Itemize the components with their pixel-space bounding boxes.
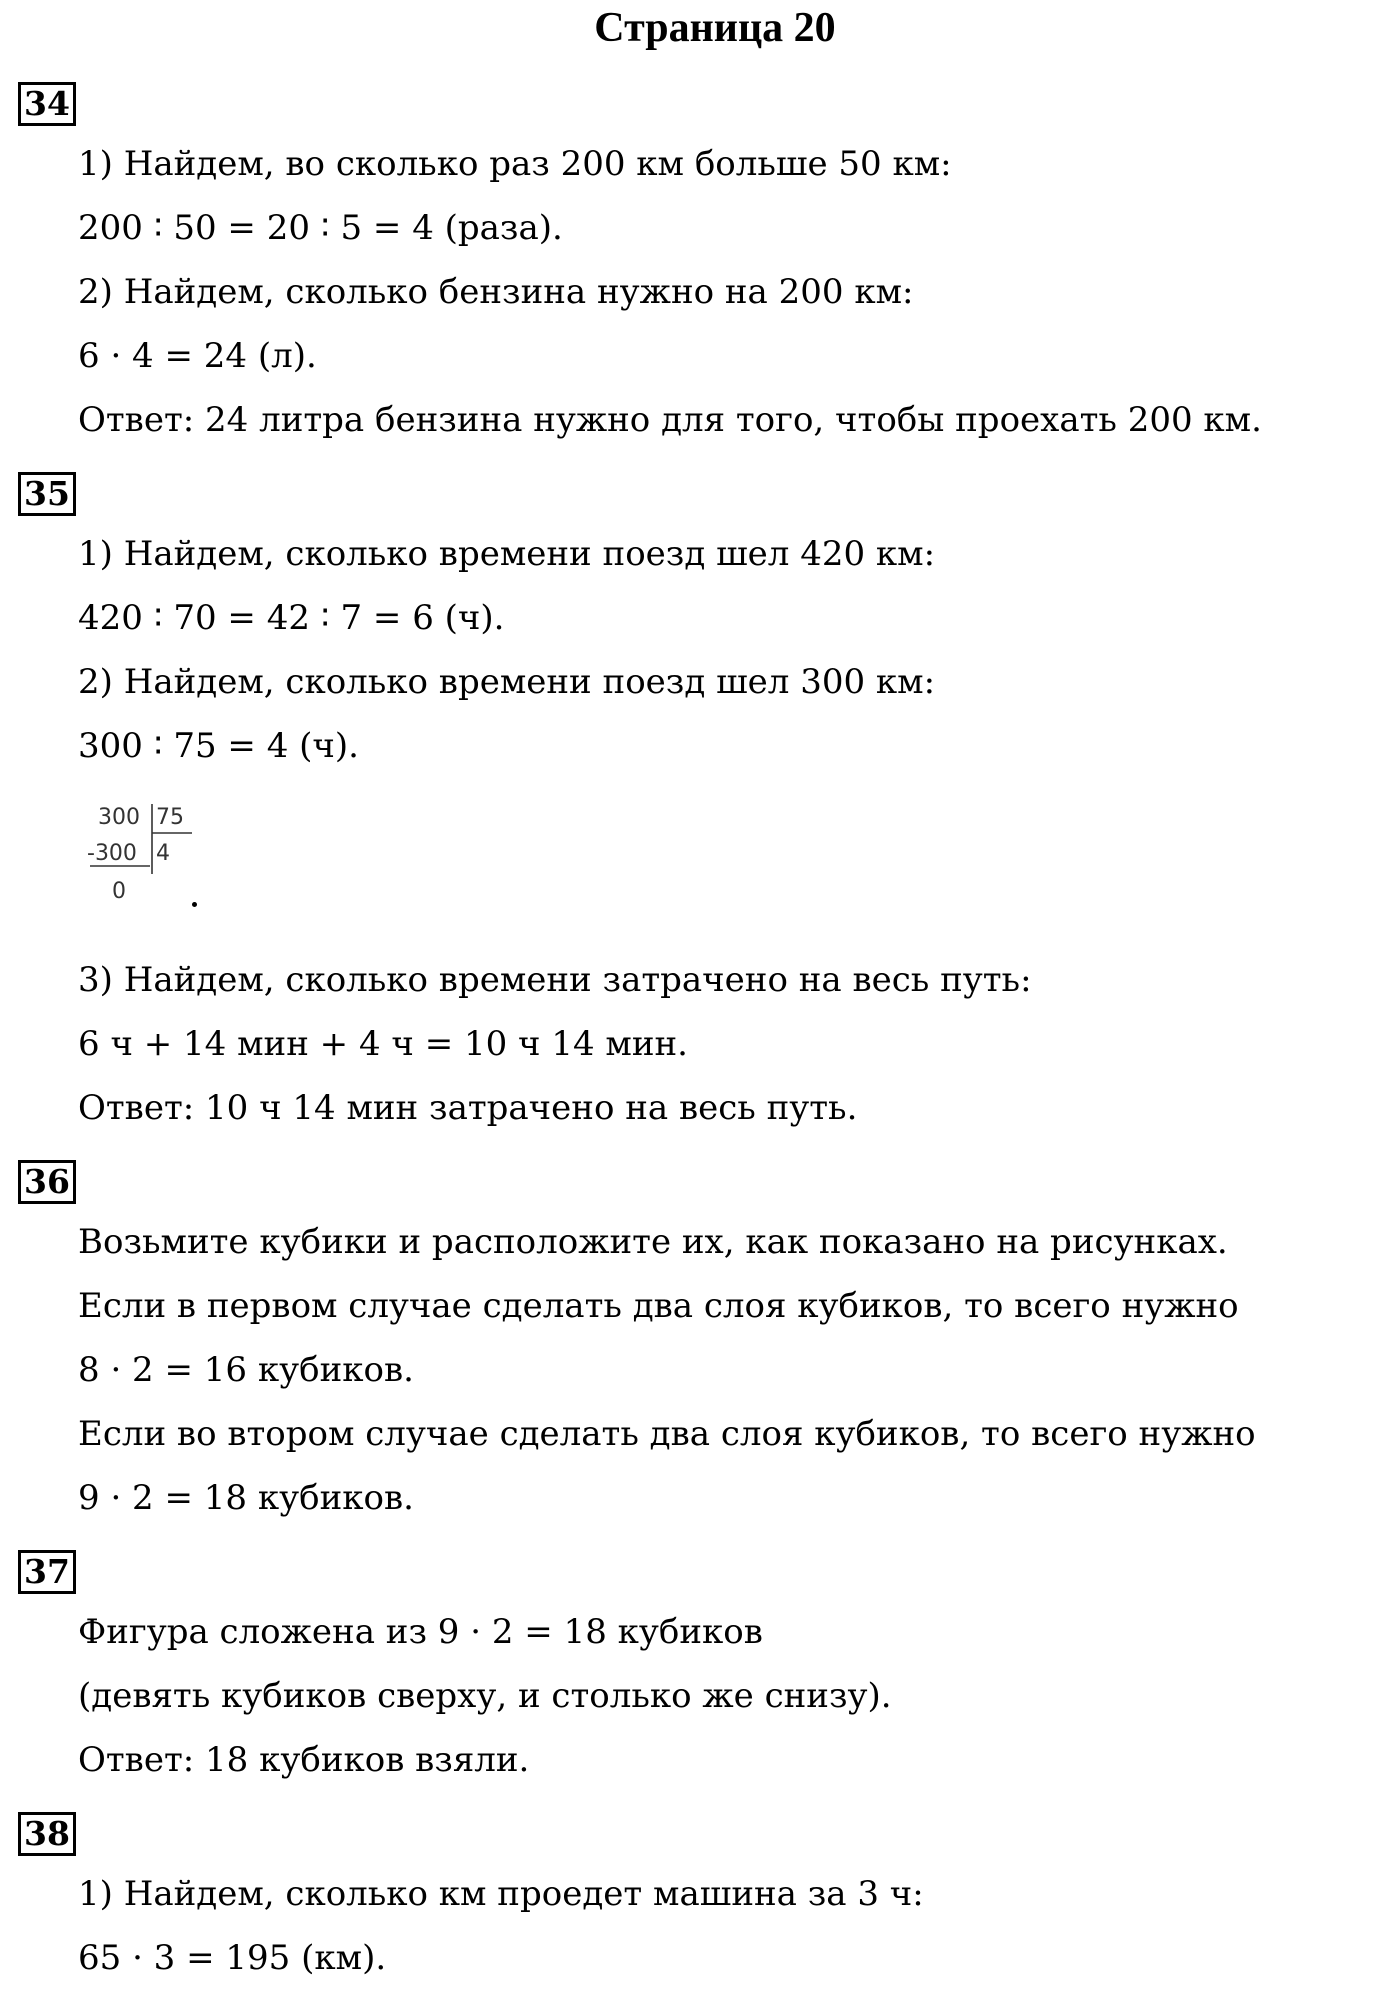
task-35-line-1: 1) Найдем, сколько времени поезд шел 420 км: (78, 534, 936, 574)
task-34-line-3: 2) Найдем, сколько бензина нужно на 200 км: (78, 272, 914, 312)
task-34-line-2: 200 ∶ 50 = 20 ∶ 5 = 4 (раза). (78, 208, 563, 248)
task-38-line-2: 65 · 3 = 195 (км). (78, 1938, 387, 1978)
punctuation-dot (192, 902, 197, 907)
task-35-line-2: 420 ∶ 70 = 42 ∶ 7 = 6 (ч). (78, 598, 505, 638)
task-37-line-2: (девять кубиков сверху, и столько же снизу). (78, 1676, 892, 1716)
task-36-line-1: Возьмите кубики и расположите их, как показано на рисунках. (78, 1222, 1228, 1262)
task-36-line-4: Если во втором случае сделать два слоя кубиков, то всего нужно (78, 1414, 1256, 1454)
long-division (84, 800, 214, 910)
task-37-line-1: Фигура сложена из 9 · 2 = 18 кубиков (78, 1612, 763, 1652)
task-number-34: 34 (18, 82, 76, 126)
task-number-38: 38 (18, 1812, 76, 1856)
task-34-line-4: 6 · 4 = 24 (л). (78, 336, 317, 376)
task-35-answer: Ответ: 10 ч 14 мин затрачено на весь путь. (78, 1088, 858, 1128)
task-number-35: 35 (18, 472, 76, 516)
division-remainder: 0 (112, 879, 126, 904)
task-35-line-3: 2) Найдем, сколько времени поезд шел 300 км: (78, 662, 936, 702)
task-number-36: 36 (18, 1160, 76, 1204)
task-number-37: 37 (18, 1550, 76, 1594)
division-subtrahend: -300 (87, 841, 137, 866)
task-35-line-4: 300 ∶ 75 = 4 (ч). (78, 726, 359, 766)
division-quotient: 4 (156, 841, 170, 866)
task-36-line-2: Если в первом случае сделать два слоя кубиков, то всего нужно (78, 1286, 1239, 1326)
task-35-line-6: 6 ч + 14 мин + 4 ч = 10 ч 14 мин. (78, 1024, 688, 1064)
division-divisor: 75 (156, 805, 184, 830)
task-34-answer: Ответ: 24 литра бензина нужно для того, чтобы проехать 200 км. (78, 400, 1262, 440)
division-dividend: 300 (98, 805, 140, 830)
task-34-line-1: 1) Найдем, во сколько раз 200 км больше 50 км: (78, 144, 952, 184)
page-title: Страница 20 (594, 5, 836, 51)
task-35-line-5: 3) Найдем, сколько времени затрачено на весь путь: (78, 960, 1032, 1000)
task-38-line-1: 1) Найдем, сколько км проедет машина за 3 ч: (78, 1874, 924, 1914)
task-36-line-3: 8 · 2 = 16 кубиков. (78, 1350, 414, 1390)
task-37-answer: Ответ: 18 кубиков взяли. (78, 1740, 530, 1780)
task-36-line-5: 9 · 2 = 18 кубиков. (78, 1478, 414, 1518)
